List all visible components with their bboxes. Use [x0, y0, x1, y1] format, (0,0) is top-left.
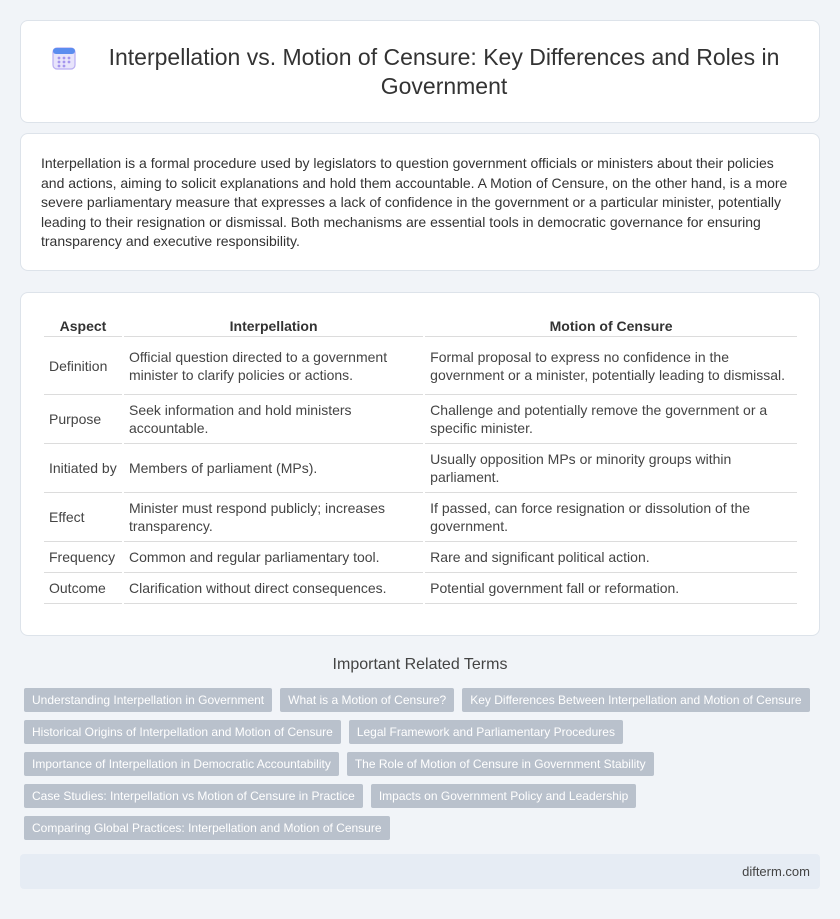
row-motion: Potential government fall or reformation.: [425, 573, 797, 604]
row-interpellation: Official question directed to a government minister to clarify policies or actions.: [124, 337, 423, 395]
row-aspect: Purpose: [44, 395, 122, 444]
table-row: [44, 493, 797, 542]
row-motion: Challenge and potentially remove the government or a specific minister.: [425, 395, 797, 444]
intro-card: [20, 133, 820, 271]
header-interpellation: Interpellation: [124, 310, 423, 337]
header-motion-of-censure: Motion of Censure: [425, 310, 797, 337]
calendar-icon: [51, 45, 77, 71]
table-row: [44, 395, 797, 444]
page-title: Interpellation vs. Motion of Censure: Key Differences and Roles in Government: [108, 43, 780, 99]
related-term-link[interactable]: Impacts on Government Policy and Leadership: [371, 784, 636, 808]
related-term-link[interactable]: Case Studies: Interpellation vs Motion of Censure in Practice: [24, 784, 363, 808]
header-aspect: Aspect: [44, 310, 122, 337]
table-row: [44, 444, 797, 493]
row-interpellation: Common and regular parliamentary tool.: [124, 542, 423, 573]
row-motion: Usually opposition MPs or minority groups within parliament.: [425, 444, 797, 493]
related-term-link[interactable]: Comparing Global Practices: Interpellation and Motion of Censure: [24, 816, 390, 840]
footer: [20, 854, 820, 889]
related-term-link[interactable]: Understanding Interpellation in Government: [24, 688, 272, 712]
related-term-link[interactable]: What is a Motion of Censure?: [280, 688, 454, 712]
row-interpellation: Clarification without direct consequences.: [124, 573, 423, 604]
comparison-table-card: [20, 292, 820, 636]
table-row: [44, 337, 797, 395]
row-interpellation: Seek information and hold ministers accountable.: [124, 395, 423, 444]
row-aspect: Effect: [44, 493, 122, 542]
related-term-link[interactable]: Legal Framework and Parliamentary Procedures: [349, 720, 623, 744]
row-motion: Formal proposal to express no confidence in the government or a minister, potentially leading to dismissal.: [425, 337, 797, 395]
related-term-link[interactable]: The Role of Motion of Censure in Government Stability: [347, 752, 654, 776]
row-motion: If passed, can force resignation or dissolution of the government.: [425, 493, 797, 542]
related-term-link[interactable]: Historical Origins of Interpellation and Motion of Censure: [24, 720, 341, 744]
row-interpellation: Members of parliament (MPs).: [124, 444, 423, 493]
row-motion: Rare and significant political action.: [425, 542, 797, 573]
footer-site-link[interactable]: difterm.com: [742, 864, 810, 879]
row-aspect: Initiated by: [44, 444, 122, 493]
row-aspect: Outcome: [44, 573, 122, 604]
related-terms-title: Important Related Terms: [332, 656, 508, 673]
header-card: [20, 20, 820, 123]
related-term-link[interactable]: Key Differences Between Interpellation and Motion of Censure: [462, 688, 809, 712]
table-row: [44, 542, 797, 573]
row-interpellation: Minister must respond publicly; increases transparency.: [124, 493, 423, 542]
row-aspect: Frequency: [44, 542, 122, 573]
table-header-row: [44, 310, 797, 337]
row-aspect: Definition: [44, 337, 122, 395]
comparison-table: [42, 310, 799, 604]
related-terms-list: [24, 688, 824, 840]
intro-paragraph: Interpellation is a formal procedure used by legislators to question government officials or ministers about their policies and actions, aiming to solicit explanations and hold them accountable. A Motion of Censure, on the other hand, is a more severe parliamentary measure that expresses a lack of confidence in the government or a particular minister, potentially leading to their resignation or dismissal. Both mechanisms are essential tools in democratic governance for ensuring transparency and executive responsibility.: [41, 155, 788, 250]
table-row: [44, 573, 797, 604]
related-term-link[interactable]: Importance of Interpellation in Democratic Accountability: [24, 752, 339, 776]
